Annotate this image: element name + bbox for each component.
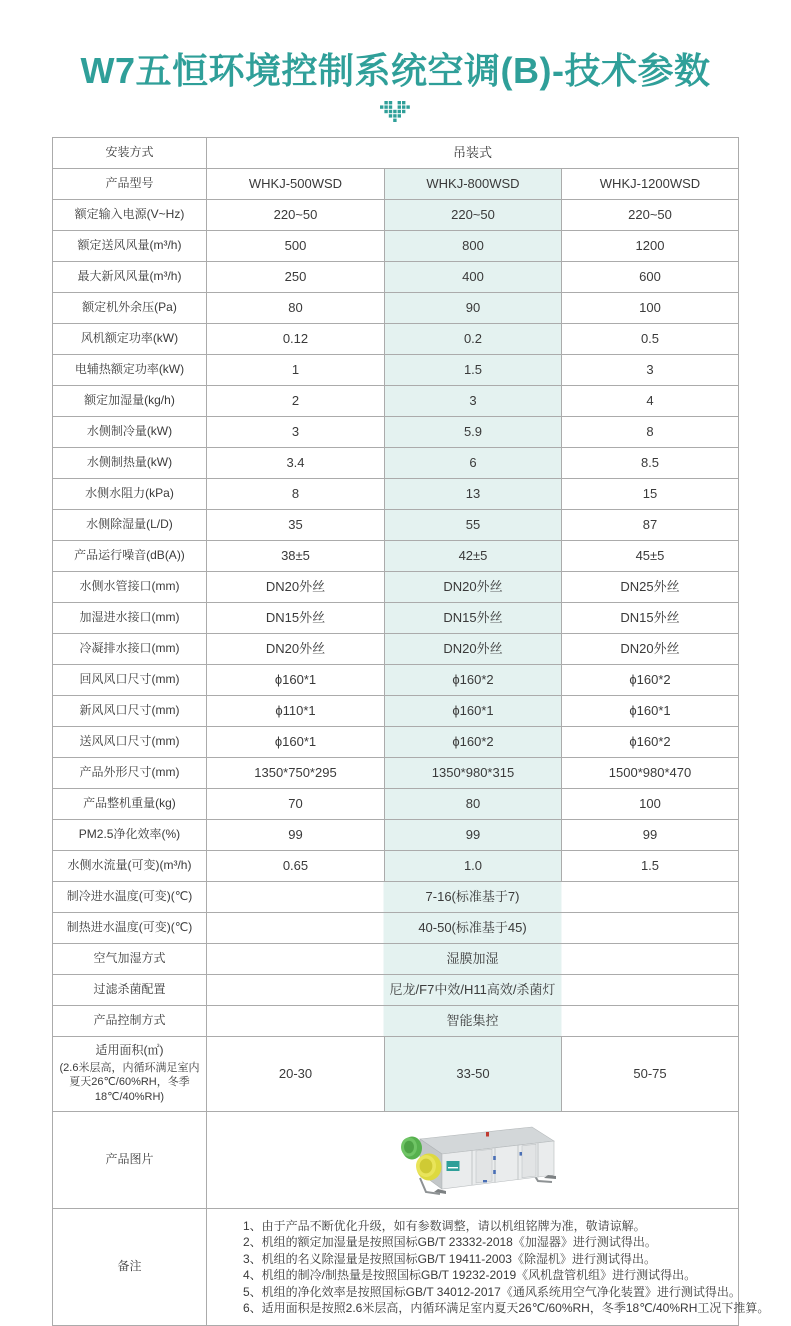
- spec-span-cell: 智能集控: [206, 1006, 738, 1037]
- row-label: [52, 1037, 206, 1112]
- row-label: [52, 324, 206, 355]
- spec-value-cell: 99: [384, 820, 561, 851]
- row-label: [52, 541, 206, 572]
- product-photo: [380, 1118, 565, 1198]
- spec-value-cell: ϕ160*2: [561, 727, 738, 758]
- spec-row: [52, 665, 738, 696]
- spec-value-cell: 87: [561, 510, 738, 541]
- spec-value-cell: 3: [206, 417, 384, 448]
- spec-row: [52, 541, 738, 572]
- spec-value-cell: 1500*980*470: [561, 758, 738, 789]
- spec-value-cell: 3.4: [206, 448, 384, 479]
- spec-row: [52, 262, 738, 293]
- row-label: [52, 975, 206, 1006]
- spec-value-cell: 15: [561, 479, 738, 510]
- spec-value-cell: 3: [561, 355, 738, 386]
- row-label: [52, 138, 206, 169]
- spec-row: [52, 634, 738, 665]
- row-label-text: 送风风口尺寸(mm): [79, 734, 180, 749]
- spec-table: [52, 137, 770, 1326]
- spec-value-cell: 55: [384, 510, 561, 541]
- spec-value-cell: 3: [384, 386, 561, 417]
- spec-value-cell: 13: [384, 479, 561, 510]
- spec-value-cell: 1350*980*315: [384, 758, 561, 789]
- row-label: [52, 789, 206, 820]
- row-label-text: 水侧水阻力(kPa): [85, 486, 174, 501]
- row-label: [52, 510, 206, 541]
- pixel-w-logo-icon: [380, 101, 411, 124]
- row-label: [52, 1209, 206, 1326]
- row-label-text: 产品型号: [105, 176, 154, 191]
- row-label-text: 额定输入电源(V~Hz): [74, 207, 185, 222]
- spec-value-cell: ϕ160*2: [384, 665, 561, 696]
- spec-value-cell: 80: [384, 789, 561, 820]
- spec-value-cell: 99: [206, 820, 384, 851]
- spec-value-cell: ϕ160*1: [206, 727, 384, 758]
- spec-span-cell: 湿膜加湿: [206, 944, 738, 975]
- spec-value-cell: 250: [206, 262, 384, 293]
- spec-span-cell: 吊装式: [206, 138, 738, 169]
- spec-row: [52, 479, 738, 510]
- spec-value-cell: 0.12: [206, 324, 384, 355]
- spec-row: [52, 169, 738, 200]
- row-label-text: 电辅热额定功率(kW): [74, 362, 185, 377]
- row-label: [52, 293, 206, 324]
- spec-value-cell: 50-75: [561, 1037, 738, 1112]
- row-label-text: 加湿进水接口(mm): [79, 610, 180, 625]
- spec-row: [52, 789, 738, 820]
- spec-value-cell: DN20外丝: [561, 634, 738, 665]
- spec-value-cell: 1.0: [384, 851, 561, 882]
- spec-value-cell: 20-30: [206, 1037, 384, 1112]
- spec-value-cell: 70: [206, 789, 384, 820]
- row-label-text: 制热进水温度(可变)(℃): [66, 920, 193, 935]
- spec-value-cell: 1.5: [561, 851, 738, 882]
- spec-row: [52, 448, 738, 479]
- spec-value-cell: 500: [206, 231, 384, 262]
- row-label-text: 产品控制方式: [93, 1013, 166, 1028]
- row-label: [52, 634, 206, 665]
- spec-row: [52, 293, 738, 324]
- spec-row: [52, 1037, 738, 1112]
- row-label-text: 产品整机重量(kg): [83, 796, 176, 811]
- spec-value-cell: 8: [206, 479, 384, 510]
- spec-value-cell: 99: [561, 820, 738, 851]
- spec-value-cell: WHKJ-800WSD: [384, 169, 561, 200]
- spec-value-cell: 4: [561, 386, 738, 417]
- spec-value-cell: 0.5: [561, 324, 738, 355]
- spec-row: [52, 231, 738, 262]
- spec-value-cell: DN20外丝: [384, 572, 561, 603]
- spec-value-cell: DN20外丝: [206, 572, 384, 603]
- spec-value-cell: ϕ160*2: [384, 727, 561, 758]
- spec-value-cell: 220~50: [561, 200, 738, 231]
- row-label: [52, 1006, 206, 1037]
- spec-value-cell: 5.9: [384, 417, 561, 448]
- spec-row: [52, 1006, 738, 1037]
- spec-value-cell: 45±5: [561, 541, 738, 572]
- spec-value-cell: 80: [206, 293, 384, 324]
- spec-span-cell: 7-16(标准基于7): [206, 882, 738, 913]
- spec-row: [52, 1112, 738, 1209]
- row-label-text: 水侧水流量(可变)(m³/h): [67, 858, 192, 873]
- spec-value-cell: 38±5: [206, 541, 384, 572]
- row-label: [52, 913, 206, 944]
- spec-row: [52, 944, 738, 975]
- spec-row: [52, 851, 738, 882]
- row-label-text: 水侧水管接口(mm): [79, 579, 180, 594]
- spec-value-cell: 1200: [561, 231, 738, 262]
- spec-value-cell: 6: [384, 448, 561, 479]
- row-label-text: 制冷进水温度(可变)(℃): [66, 889, 193, 904]
- spec-row: [52, 324, 738, 355]
- spec-row: [52, 572, 738, 603]
- brand-logo: [0, 101, 791, 125]
- spec-value-cell: 35: [206, 510, 384, 541]
- spec-row: [52, 758, 738, 789]
- spec-row: [52, 417, 738, 448]
- row-label: [52, 231, 206, 262]
- spec-value-cell: 2: [206, 386, 384, 417]
- note-line: 2、机组的额定加湿量是按照国标GB/T 23332-2018《加湿器》进行测试得出。: [242, 1235, 657, 1249]
- row-label-text: 产品运行噪音(dB(A)): [74, 548, 185, 563]
- spec-row: [52, 820, 738, 851]
- spec-value-cell: 1350*750*295: [206, 758, 384, 789]
- row-label-text: 新风风口尺寸(mm): [79, 703, 180, 718]
- spec-value-cell: 220~50: [206, 200, 384, 231]
- spec-row: [52, 200, 738, 231]
- spec-value-cell: 400: [384, 262, 561, 293]
- spec-value-cell: 600: [561, 262, 738, 293]
- spec-row: [52, 696, 738, 727]
- row-label: [52, 944, 206, 975]
- row-label: [52, 417, 206, 448]
- row-label: [52, 727, 206, 758]
- row-label-text: 产品外形尺寸(mm): [79, 765, 180, 780]
- row-label: [52, 355, 206, 386]
- row-label-text: 过滤杀菌配置: [93, 982, 166, 997]
- spec-value-cell: ϕ160*1: [561, 696, 738, 727]
- spec-row: [52, 386, 738, 417]
- row-label-text: 产品图片: [105, 1152, 154, 1167]
- note-line: 4、机组的制冷/制热量是按照国标GB/T 19232-2019《风机盘管机组》进行测试得出。: [242, 1268, 697, 1282]
- row-label-text: 额定机外余压(Pa): [82, 300, 177, 315]
- row-label-text: 安装方式: [105, 145, 154, 160]
- spec-value-cell: 8.5: [561, 448, 738, 479]
- spec-value-cell: DN20外丝: [384, 634, 561, 665]
- spec-row: [52, 913, 738, 944]
- spec-value-cell: 100: [561, 293, 738, 324]
- row-label: [52, 1112, 206, 1209]
- spec-span-cell: 40-50(标准基于45): [206, 913, 738, 944]
- row-label-text: 额定送风风量(m³/h): [77, 238, 182, 253]
- spec-value-cell: DN20外丝: [206, 634, 384, 665]
- row-label-text: 备注: [117, 1259, 142, 1274]
- spec-value-cell: WHKJ-1200WSD: [561, 169, 738, 200]
- spec-value-cell: DN15外丝: [561, 603, 738, 634]
- spec-value-cell: DN25外丝: [561, 572, 738, 603]
- spec-row: [52, 138, 738, 169]
- note-line: 5、机组的净化效率是按照国标GB/T 34012-2017《通风系统用空气净化装置》进行测试得出。: [242, 1284, 741, 1299]
- page-title: W7五恒环境控制系统空调(B)-技术参数: [80, 50, 711, 91]
- spec-row: [52, 603, 738, 634]
- row-label-text: 冷凝排水接口(mm): [79, 641, 180, 656]
- row-label-text: 最大新风风量(m³/h): [77, 269, 182, 284]
- spec-value-cell: ϕ160*1: [206, 665, 384, 696]
- spec-row: [52, 510, 738, 541]
- row-label: [52, 479, 206, 510]
- row-label-text: 空气加湿方式: [93, 951, 166, 966]
- spec-table-body: [52, 138, 770, 1326]
- row-label: [52, 851, 206, 882]
- spec-value-cell: 1: [206, 355, 384, 386]
- spec-value-cell: 1.5: [384, 355, 561, 386]
- spec-value-cell: DN15外丝: [206, 603, 384, 634]
- spec-value-cell: DN15外丝: [384, 603, 561, 634]
- note-line: 6、适用面积是按照2.6米层高，内循环满足室内夏天26℃/60%RH，冬季18℃/40%RH工况下推算。: [242, 1301, 770, 1315]
- row-label: [52, 169, 206, 200]
- note-line: 1、由于产品不断优化升级，如有参数调整，请以机组铭牌为准，敬请谅解。: [242, 1218, 646, 1233]
- row-sublabel-text: (2.6米层高，内循环满足室内夏天26℃/60%RH，冬季18℃/40%RH): [59, 1061, 200, 1104]
- row-label-text: 额定加湿量(kg/h): [84, 393, 175, 408]
- row-label: [52, 696, 206, 727]
- spec-value-cell: 90: [384, 293, 561, 324]
- row-label-text: 适用面积(㎡): [95, 1042, 164, 1057]
- row-label: [52, 262, 206, 293]
- note-line: 3、机组的名义除湿量是按照国标GB/T 19411-2003《除湿机》进行测试得出。: [242, 1251, 656, 1266]
- product-image-cell: [206, 1112, 738, 1209]
- spec-row: [52, 1209, 738, 1326]
- row-label: [52, 448, 206, 479]
- spec-row: [52, 355, 738, 386]
- spec-value-cell: 33-50: [384, 1037, 561, 1112]
- row-label: [52, 572, 206, 603]
- row-label-text: PM2.5净化效率(%): [78, 827, 181, 842]
- row-label: [52, 603, 206, 634]
- row-label-text: 风机额定功率(kW): [80, 331, 179, 346]
- row-label-text: 回风风口尺寸(mm): [79, 672, 180, 687]
- spec-value-cell: ϕ160*2: [561, 665, 738, 696]
- notes-cell: [206, 1209, 770, 1326]
- spec-value-cell: 8: [561, 417, 738, 448]
- spec-value-cell: 0.2: [384, 324, 561, 355]
- spec-row: [52, 975, 738, 1006]
- row-label: [52, 200, 206, 231]
- row-label: [52, 386, 206, 417]
- spec-value-cell: ϕ110*1: [206, 696, 384, 727]
- spec-row: [52, 727, 738, 758]
- row-label-text: 水侧制热量(kW): [86, 455, 173, 470]
- spec-value-cell: 220~50: [384, 200, 561, 231]
- row-label: [52, 820, 206, 851]
- spec-value-cell: WHKJ-500WSD: [206, 169, 384, 200]
- row-label: [52, 882, 206, 913]
- spec-span-cell: 尼龙/F7中效/H11高效/杀菌灯: [206, 975, 738, 1006]
- spec-row: [52, 882, 738, 913]
- spec-value-cell: 800: [384, 231, 561, 262]
- spec-value-cell: 100: [561, 789, 738, 820]
- spec-value-cell: ϕ160*1: [384, 696, 561, 727]
- row-label-text: 水侧除湿量(L/D): [86, 517, 173, 532]
- spec-value-cell: 0.65: [206, 851, 384, 882]
- row-label: [52, 758, 206, 789]
- spec-value-cell: 42±5: [384, 541, 561, 572]
- row-label: [52, 665, 206, 696]
- row-label-text: 水侧制冷量(kW): [86, 424, 173, 439]
